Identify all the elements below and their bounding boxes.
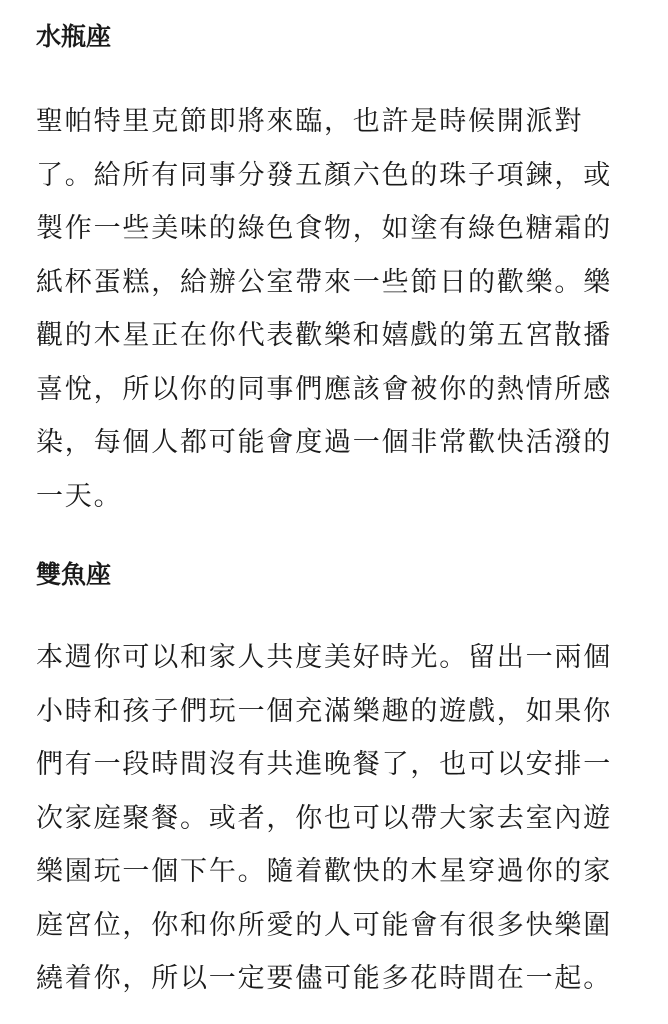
body-line: 樂園玩一個下午。隨着歡快的木星穿過你的家 [36,856,612,887]
body-line: 庭宮位，你和你所愛的人可能會有很多快樂圍 [36,909,612,941]
body-line: 染，每個人都可能會度過一個非常歡快活潑的 [36,427,612,458]
body-line: 喜悅，所以你的同事們應該會被你的熱情所感 [36,373,612,405]
body-line: 製作一些美味的綠色食物，如塗有綠色糖霜的 [36,213,612,244]
section-body-pisces [36,631,636,1006]
body-line: 一天。 [36,480,123,512]
body-line: 繞着你，所以一定要儘可能多花時間在一起。 [36,963,612,994]
body-line: 聖帕特里克節即將來臨，也許是時候開派對 [36,106,584,137]
body-line: 觀的木星正在你代表歡樂和嬉戲的第五宮散播 [36,320,612,351]
section-body-aquarius [36,95,636,523]
body-line: 們有一段時間沒有共進晚餐了，也可以安排一 [36,749,612,780]
body-line: 次家庭聚餐。或者，你也可以帶大家去室內遊 [36,802,612,834]
section-heading-aquarius: 水瓶座 [36,22,112,51]
section-heading-pisces: 雙魚座 [36,560,112,589]
body-line: 小時和孩子們玩一個充滿樂趣的遊戲，如果你 [36,695,612,727]
body-line: 了。給所有同事分發五顏六色的珠子項鍊，或 [36,159,612,191]
body-line: 本週你可以和家人共度美好時光。留出一兩個 [36,642,612,673]
body-line: 紙杯蛋糕，給辦公室帶來一些節日的歡樂。樂 [36,266,612,298]
